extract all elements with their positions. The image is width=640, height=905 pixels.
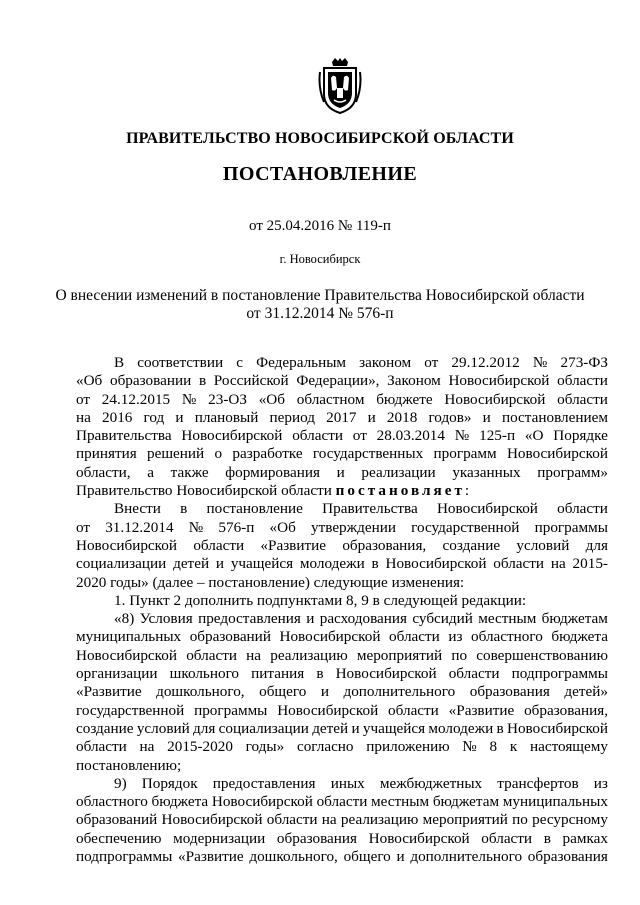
body-word: обеспечению (76, 829, 162, 847)
body-word: государственной (76, 701, 185, 719)
body-word: от (76, 390, 91, 408)
body-word: 2016 (102, 408, 133, 426)
body-word: дополнительного (410, 848, 523, 866)
body-word: годов» (428, 408, 472, 426)
body-line (76, 354, 608, 372)
body-word: бюджете (376, 390, 433, 408)
body-word: общего (259, 683, 307, 701)
body-word: и (336, 463, 345, 481)
body-word: Новосибирской (335, 665, 437, 683)
body-line (76, 702, 608, 720)
body-word: согласно (296, 738, 354, 756)
body-word: «Об (269, 518, 296, 536)
body-line (76, 464, 608, 482)
body-text: Правительство Новосибирской области (76, 482, 336, 500)
body-word: бюджета (151, 793, 209, 811)
body-word: условий (136, 719, 190, 737)
body-word: 28.03.2014 (376, 427, 445, 445)
body-word: от (76, 518, 91, 536)
body-line (76, 683, 608, 701)
body-word: в (371, 555, 379, 573)
body-word: Новосибирской (76, 646, 177, 664)
body-word: № (462, 738, 477, 756)
body-word: а (147, 463, 154, 481)
body-word: образовании (109, 372, 192, 390)
body-word: учащейся (362, 719, 426, 737)
body-word: программ (433, 445, 497, 463)
body-word: период (269, 408, 315, 426)
body-word: области, (76, 463, 131, 481)
body-word: образования, (524, 701, 608, 719)
body-word: В (114, 354, 125, 371)
body-word: программы (194, 701, 268, 719)
body-word: условий (516, 536, 570, 554)
body-word: утверждении (311, 518, 396, 536)
body-word: области (448, 665, 500, 683)
document-body (76, 354, 608, 866)
body-word: предоставления (198, 610, 301, 628)
body-word: образования (276, 829, 358, 847)
body-word: о (214, 445, 223, 463)
body-line (76, 775, 608, 793)
body-line: постановлению; (76, 756, 182, 774)
body-word: «Развитие (448, 701, 515, 719)
body-word: «8) (114, 610, 135, 628)
body-word: областного (76, 793, 148, 811)
body-word: программ» (537, 463, 608, 481)
body-word: ресурсному (532, 811, 608, 829)
body-word: в (180, 500, 188, 518)
body-word: «Развитие (178, 848, 244, 866)
body-word: и (306, 610, 315, 628)
body-word: в (316, 665, 324, 683)
body-word: и (482, 408, 491, 426)
body-word: модернизации (173, 829, 266, 847)
document-title-line-1: О внесении изменений в постановление Правительства Новосибирской области (55, 287, 585, 304)
body-word: «О (524, 427, 544, 445)
body-line (76, 555, 608, 573)
body-word: и (351, 719, 360, 737)
body-line (76, 445, 608, 463)
body-word: Новосибирской (161, 811, 263, 829)
body-word: образований (76, 811, 158, 829)
body-word: реализации (361, 463, 436, 481)
city: г. Новосибирск (279, 252, 361, 266)
body-word: от (352, 427, 367, 445)
body-word: Новосибирской (279, 628, 381, 646)
body-word: Федерации», (296, 372, 380, 390)
body-word: № (532, 354, 548, 371)
body-word: Правительства (76, 427, 172, 445)
body-word: 31.12.2014 (105, 518, 174, 536)
date-and-number: от 25.04.2016 № 119-п (249, 218, 391, 234)
body-word: и (175, 408, 184, 426)
body-word: бюджета (551, 628, 608, 646)
body-line (76, 793, 608, 811)
body-word: формирования (225, 463, 320, 481)
body-word: области (557, 372, 608, 390)
body-word: организации (76, 665, 158, 683)
body-line (76, 482, 608, 500)
body-word: № (188, 518, 204, 536)
body-word: субсидий (412, 610, 473, 628)
document-type: ПОСТАНОВЛЕНИЕ (222, 163, 418, 185)
body-word: 125-п (479, 427, 516, 445)
body-word: настоящему (529, 738, 608, 756)
body-word: и (396, 848, 405, 866)
body-word: соответствии (137, 354, 224, 371)
body-word: дошкольного, (249, 848, 338, 866)
body-word: постановление (206, 500, 303, 518)
body-word: 576-п (218, 518, 255, 536)
body-word: областном (296, 390, 365, 408)
body-word: на (139, 738, 155, 756)
coat-of-arms-icon (318, 58, 362, 114)
body-word: межбюджетных (379, 774, 483, 792)
body-word: Новосибирской (181, 427, 283, 445)
body-word: области (316, 793, 368, 811)
body-word: 2015-2020 (167, 738, 233, 756)
body-word: 29.12.2012 (451, 354, 520, 371)
body-word: государственной (411, 518, 520, 536)
body-word: разработке (232, 445, 303, 463)
body-word: муниципальных (502, 793, 608, 811)
body-word: 8 (489, 738, 498, 756)
body-word: Федеральным (256, 354, 347, 371)
body-word: реализацию (270, 646, 348, 664)
body-word: из (448, 628, 463, 646)
body-word: области (481, 829, 533, 847)
body-word: реализацию (340, 811, 419, 829)
body-word: и (320, 683, 329, 701)
body-word: постановлением (501, 408, 608, 426)
body-word: области (266, 811, 318, 829)
body-line (76, 720, 608, 738)
document-title-line-2: от 31.12.2014 № 576-п (246, 305, 394, 322)
body-word: области (76, 738, 127, 756)
body-line (76, 500, 608, 518)
body-word: также (170, 463, 209, 481)
body-line (76, 427, 608, 445)
body-word: трансфертов (497, 774, 579, 792)
body-word: области (493, 555, 545, 573)
body-line (76, 628, 608, 646)
body-word: в (496, 719, 504, 737)
body-word: 2015- (572, 555, 608, 573)
body-word: образования (527, 848, 608, 866)
body-line (76, 811, 608, 829)
body-word: бюджетам (541, 610, 608, 628)
body-word: 2017 (326, 408, 357, 426)
body-word: бюджетам (432, 793, 500, 811)
body-word: 24.12.2015 (101, 390, 171, 408)
body-word: молодежи (299, 555, 365, 573)
body-word: области (557, 390, 608, 408)
body-word: с (236, 354, 243, 371)
body-word: создание (442, 536, 501, 554)
body-word: расходования (319, 610, 408, 628)
body-word: области (557, 500, 608, 518)
body-line (76, 610, 608, 628)
body-word: образований (189, 628, 271, 646)
body-line (76, 665, 608, 683)
body-word: области (388, 701, 439, 719)
body-word: местным (371, 793, 430, 811)
body-word: общего (343, 848, 391, 866)
body-line (76, 519, 608, 537)
body-word: области (193, 536, 245, 554)
body-word: дополнительного (343, 683, 456, 701)
body-word: Новосибирской (76, 536, 177, 554)
body-word: к (509, 738, 518, 756)
body-word: иных (330, 774, 365, 792)
body-word: Новосибирской (444, 390, 546, 408)
body-word: образования, (342, 536, 427, 554)
body-line (76, 848, 608, 866)
body-word: программы (534, 518, 608, 536)
body-word: Внести (114, 500, 161, 518)
body-word: и (367, 408, 376, 426)
body-word: Российской (213, 372, 289, 390)
body-word: 9) (114, 774, 127, 792)
body-word: Условия (139, 610, 193, 628)
body-word: Новосибирской (368, 829, 470, 847)
body-word: по (451, 646, 468, 664)
body-word: «Об (76, 372, 103, 390)
body-word: № (454, 427, 470, 445)
body-line (76, 372, 608, 390)
body-word: Новосибирской (448, 372, 550, 390)
body-word: дошкольного, (156, 683, 245, 701)
body-word: области (292, 427, 343, 445)
body-word: детей» (564, 683, 608, 701)
body-word: области (389, 628, 440, 646)
body-word: и (215, 555, 225, 573)
body-word: Новосибирской (277, 701, 379, 719)
body-word: указанных (452, 463, 521, 481)
body-word: Порядке (553, 427, 608, 445)
body-word: совершенствованию (476, 646, 608, 664)
body-line (76, 409, 608, 427)
body-word: подпрограммы (76, 848, 173, 866)
body-word: для (193, 719, 216, 737)
body-word: законом (359, 354, 412, 371)
body-word: детей (173, 555, 210, 573)
body-word: Новосибирской (385, 555, 487, 573)
body-word: учащейся (230, 555, 294, 573)
body-word: предоставления (212, 774, 316, 792)
body-word: области (186, 646, 237, 664)
body-line (76, 537, 608, 555)
body-word: образования (469, 683, 550, 701)
body-word: приложению (366, 738, 450, 756)
body-word: принятия (76, 445, 137, 463)
body-word: социализации (218, 719, 309, 737)
body-word: Правительства (322, 500, 418, 518)
body-word: Новосибирской (436, 500, 538, 518)
body-line (76, 647, 608, 665)
body-word: 23-ОЗ (208, 390, 247, 408)
body-word: рамках (562, 829, 608, 847)
body-word: на (246, 646, 262, 664)
body-word: мероприятий (356, 646, 443, 664)
body-word: от (424, 354, 439, 371)
body-word: создание (76, 719, 134, 737)
body-word: Новосибирской (506, 445, 608, 463)
body-word: по (512, 811, 528, 829)
body-word: государственных (312, 445, 424, 463)
resolution-keyword: постановляет (335, 482, 465, 500)
body-line: 1. Пункт 2 дополнить подпунктами 8, 9 в следующей редакции: (114, 591, 527, 609)
body-word: детей (312, 719, 349, 737)
body-line (76, 830, 608, 848)
body-word: плановый (194, 408, 259, 426)
body-word: из (593, 774, 608, 792)
body-word: молодежи (428, 719, 494, 737)
body-word: годы» (245, 738, 285, 756)
body-word: № (181, 390, 197, 408)
body-word: Новосибирской (211, 793, 313, 811)
body-word: мероприятий (422, 811, 508, 829)
body-word: «Развитие (76, 683, 142, 701)
body-line: 2020 годы» (далее – постановление) следующие изменения: (76, 573, 465, 591)
body-word: «Развитие (260, 536, 326, 554)
body-line (76, 738, 608, 756)
body-word: школьного (169, 665, 240, 683)
body-word: областного (471, 628, 543, 646)
body-word: на (321, 811, 337, 829)
body-line (76, 391, 608, 409)
body-word: муниципальных (76, 628, 182, 646)
body-word: Законом (387, 372, 441, 390)
body-word: на (550, 555, 566, 573)
body-word: Порядок (141, 774, 198, 792)
body-word: на (76, 408, 91, 426)
body-word: 273-ФЗ (560, 354, 608, 371)
body-word: для (585, 536, 608, 554)
body-word: решений (147, 445, 205, 463)
body-word: «Об (258, 390, 285, 408)
body-word: год (143, 408, 165, 426)
body-word: в (198, 372, 207, 390)
body-word: социализации (76, 555, 167, 573)
organization-name: ПРАВИТЕЛЬСТВО НОВОСИБИРСКОЙ ОБЛАСТИ (126, 130, 514, 147)
body-word: Новосибирской (507, 719, 608, 737)
body-word: подпрограммы (511, 665, 608, 683)
body-text: : (464, 482, 470, 500)
body-word: 2018 (386, 408, 418, 426)
body-word: в (543, 829, 551, 847)
body-word: местным (478, 610, 537, 628)
body-word: питания (251, 665, 305, 683)
